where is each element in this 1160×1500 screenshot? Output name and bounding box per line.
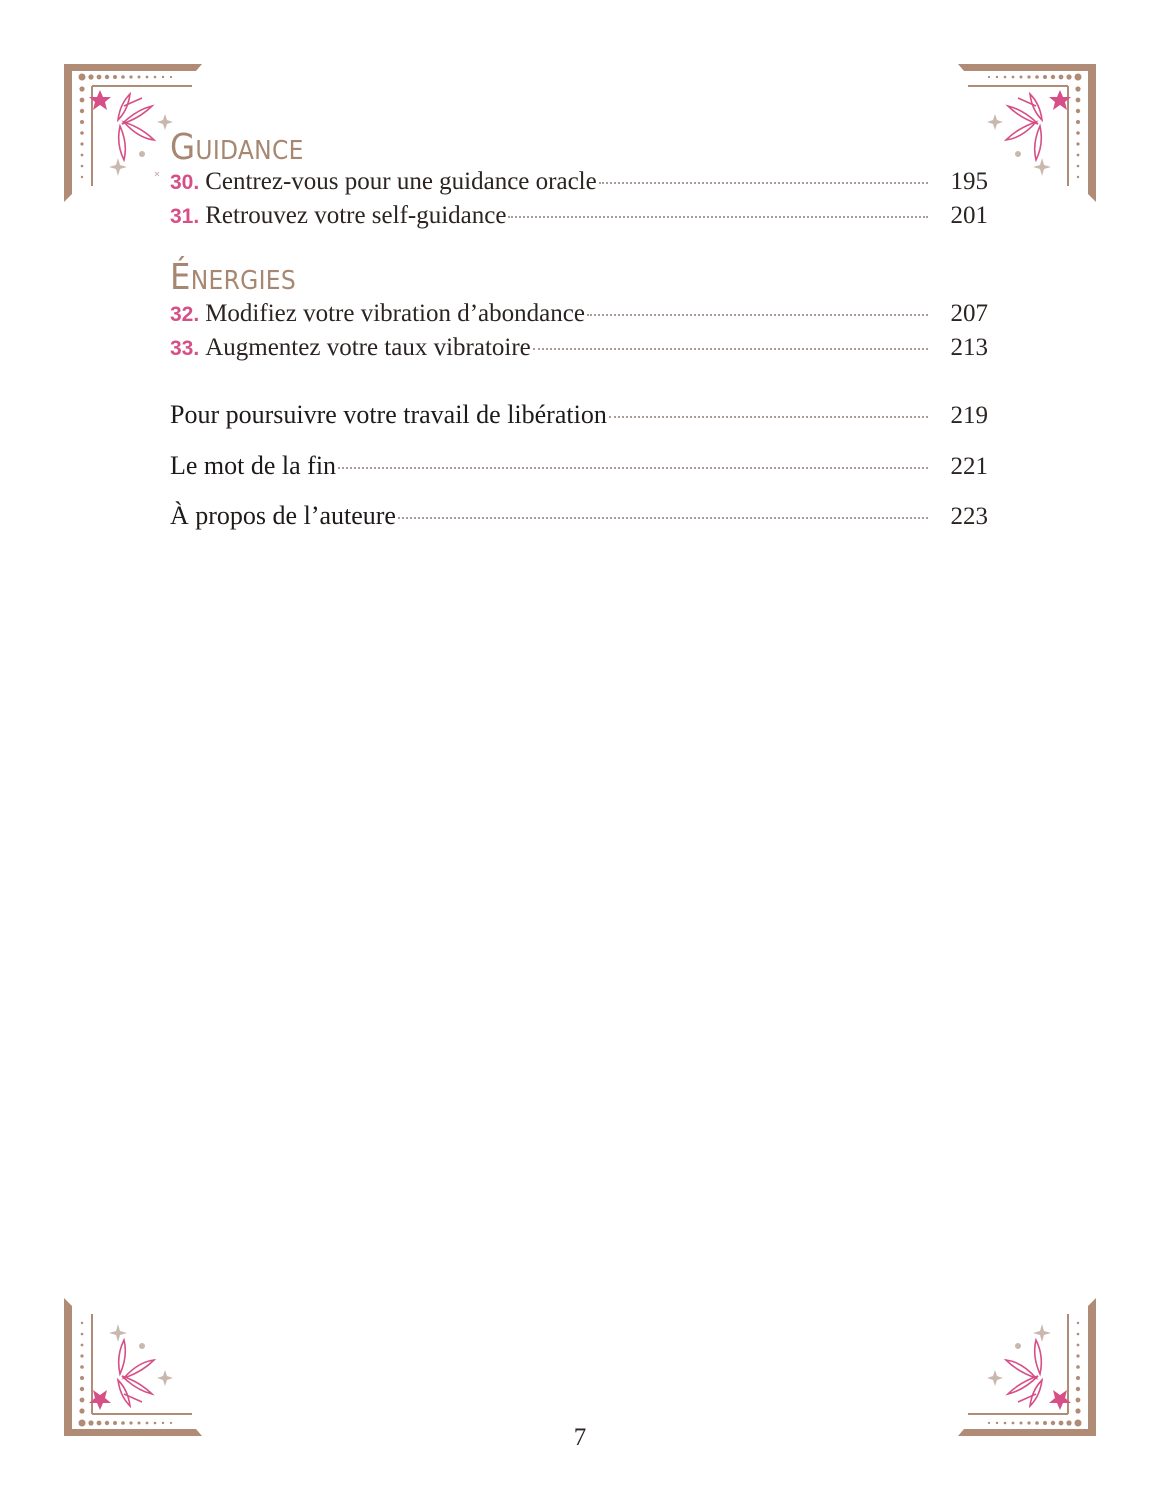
entry-page: 201 — [950, 202, 988, 229]
entry-number: 30. — [170, 171, 200, 194]
entry-number: 31. — [170, 205, 200, 228]
entry-number: 32. — [170, 303, 200, 326]
dot-leader — [338, 467, 928, 469]
toc-entry[interactable] — [170, 202, 988, 236]
toc-entry[interactable] — [170, 334, 988, 368]
entry-label: À propos de l’auteure — [170, 501, 396, 530]
toc-entry-backmatter[interactable] — [170, 451, 988, 485]
entry-page: 213 — [950, 334, 988, 361]
dot-leader — [533, 348, 928, 350]
entry-label: Pour poursuivre votre travail de libération — [170, 400, 607, 429]
corner-ornament-icon — [958, 1298, 1098, 1438]
dot-leader — [587, 314, 928, 316]
section-title-initial: G — [170, 127, 196, 168]
corner-ornament-bottom-right — [958, 1298, 1098, 1438]
page-number: 7 — [573, 1424, 587, 1451]
dot-leader — [609, 416, 928, 418]
entry-number: 33. — [170, 337, 200, 360]
entry-page: 207 — [950, 300, 988, 327]
dot-leader — [398, 517, 928, 519]
toc-entry[interactable] — [170, 300, 988, 334]
lotus-icon — [118, 1340, 154, 1406]
entry-page: 195 — [950, 168, 988, 195]
dot-leader — [508, 216, 928, 218]
entry-label: Centrez-vous pour une guidance oracle — [205, 168, 597, 195]
entry-page: 219 — [950, 402, 988, 429]
entry-label: Retrouvez votre self-guidance — [205, 202, 507, 229]
entry-page: 223 — [950, 503, 988, 530]
section-title-energies — [170, 257, 297, 298]
toc-entry-backmatter[interactable] — [170, 400, 988, 434]
toc-entry[interactable] — [170, 168, 988, 202]
corner-ornament-bottom-left — [62, 1298, 202, 1438]
entry-label: Augmentez votre taux vibratoire — [205, 334, 531, 361]
dot-leader — [599, 182, 928, 184]
lotus-icon — [118, 94, 154, 160]
section-title-rest: NERGIES — [190, 266, 297, 296]
entry-label: Le mot de la fin — [170, 451, 337, 480]
corner-ornament-icon — [62, 1298, 202, 1438]
section-title-initial: É — [170, 257, 191, 298]
toc-entry-backmatter[interactable] — [170, 501, 988, 535]
entry-label: Modifiez votre vibration d’abondance — [205, 300, 585, 327]
lotus-icon — [1006, 94, 1042, 160]
section-title-rest: UIDANCE — [195, 136, 304, 166]
section-title-guidance — [170, 127, 304, 168]
lotus-icon — [1006, 1340, 1042, 1406]
entry-page: 221 — [950, 453, 988, 480]
